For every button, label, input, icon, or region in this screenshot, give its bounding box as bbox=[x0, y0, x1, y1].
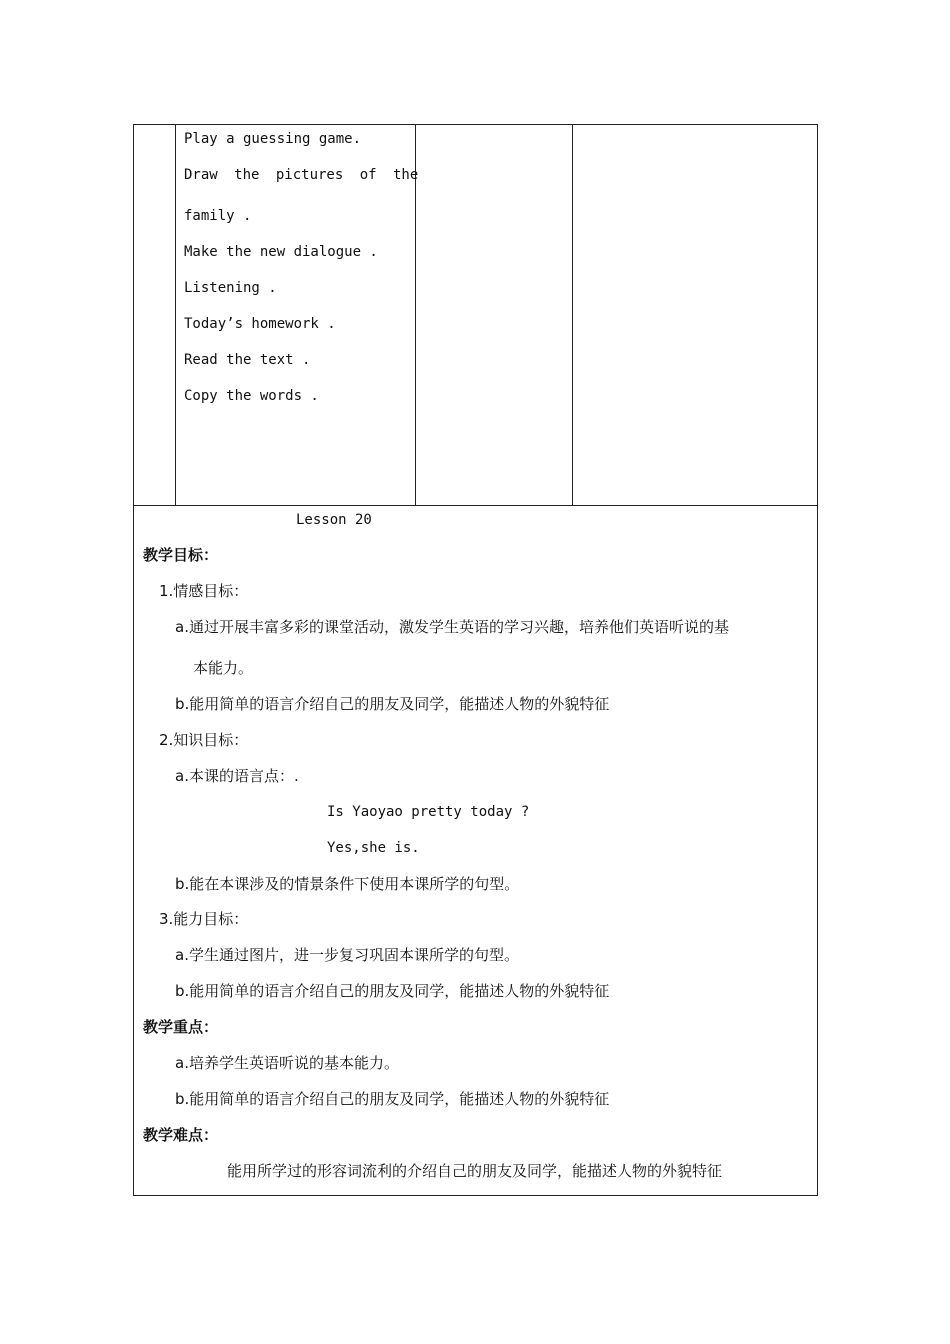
affective-b: b.能用简单的语言介绍自己的朋友及同学，能描述人物的外貌特征 bbox=[175, 695, 610, 713]
difficulties-text: 能用所学过的形容词流利的介绍自己的朋友及同学，能描述人物的外貌特征 bbox=[227, 1162, 723, 1180]
step-family: family . bbox=[184, 208, 252, 224]
step-copy-words: Copy the words . bbox=[184, 388, 319, 404]
step-listening: Listening . bbox=[184, 280, 277, 296]
step-homework: Today’s homework . bbox=[184, 316, 336, 332]
knowledge-question: Is Yaoyao pretty today ? bbox=[327, 804, 530, 820]
step-draw-pictures bbox=[184, 165, 419, 185]
affective-a-line2: 本能力。 bbox=[193, 659, 254, 677]
step-read-text: Read the text . bbox=[184, 352, 311, 368]
column-divider-1 bbox=[175, 124, 176, 506]
objectives-heading: 教学目标： bbox=[143, 546, 219, 564]
row-divider bbox=[133, 505, 818, 506]
key-points-a: a.培养学生英语听说的基本能力。 bbox=[175, 1054, 399, 1072]
key-points-heading: 教学重点： bbox=[143, 1018, 219, 1036]
knowledge-heading: 2.知识目标： bbox=[159, 731, 249, 749]
key-points-b: b.能用简单的语言介绍自己的朋友及同学，能描述人物的外貌特征 bbox=[175, 1090, 610, 1108]
affective-heading: 1.情感目标： bbox=[159, 582, 249, 600]
step-guessing-game: Play a guessing game. bbox=[184, 131, 362, 147]
step-new-dialogue: Make the new dialogue . bbox=[184, 244, 378, 260]
step-draw-pictures-text: Draw the pictures of the bbox=[184, 167, 419, 183]
difficulties-heading: 教学难点： bbox=[143, 1126, 219, 1144]
knowledge-a: a.本课的语言点：. bbox=[175, 767, 299, 785]
affective-a-line1: a.通过开展丰富多彩的课堂活动，激发学生英语的学习兴趣，培养他们英语听说的基 bbox=[175, 618, 729, 636]
knowledge-b: b.能在本课涉及的情景条件下使用本课所学的句型。 bbox=[175, 875, 520, 893]
ability-b: b.能用简单的语言介绍自己的朋友及同学，能描述人物的外貌特征 bbox=[175, 982, 610, 1000]
knowledge-answer: Yes,she is. bbox=[327, 840, 420, 856]
lesson-title: Lesson 20 bbox=[296, 512, 372, 528]
ability-heading: 3.能力目标： bbox=[159, 910, 249, 928]
ability-a: a.学生通过图片，进一步复习巩固本课所学的句型。 bbox=[175, 946, 519, 964]
column-divider-3 bbox=[572, 124, 573, 506]
